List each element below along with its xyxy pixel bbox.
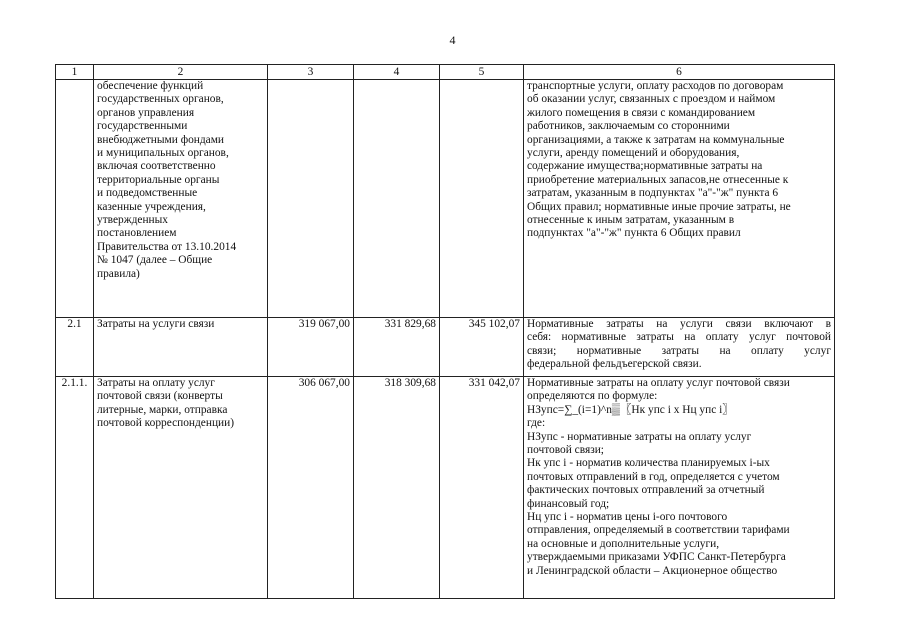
row-number-cell: 2.1: [56, 318, 94, 377]
text-line: федеральной фельдъегерской связи.: [527, 358, 702, 371]
text-line: Нормативные затраты на услуги связи включают в: [527, 318, 831, 330]
text-line: себя: нормативные затраты на оплату услуг почтовой: [527, 331, 831, 344]
value-cell-year3: 331 042,07: [440, 377, 524, 599]
text-line: услуги, аренду помещений и оборудования,: [527, 147, 740, 160]
text-line: приобретение материальных запасов,не отнесенные к: [527, 173, 789, 186]
table-row: [56, 377, 835, 599]
text-line: НЗупс=∑_(i=1)^n▒〖Нк упс i х Нц упс i〗: [527, 403, 734, 416]
row-description-cell: [524, 80, 835, 318]
header-cell: 4: [354, 65, 440, 80]
text-line: и муниципальных органов,: [97, 147, 229, 160]
text-line: и Ленинградской области – Акционерное общество: [527, 564, 778, 577]
value-cell-year1: 306 067,00: [268, 377, 354, 599]
text-line: организациями, а также к затратам на коммунальные: [527, 133, 785, 146]
text-line: казенные учреждения,: [97, 200, 206, 213]
text-line: определяются по формуле:: [527, 390, 658, 403]
text-line: отправления, определяемый в соответствии тарифами: [527, 524, 790, 537]
text-line: территориальные органы: [97, 173, 220, 186]
text-line: № 1047 (далее – Общие: [97, 254, 213, 267]
text-line: содержание имущества;нормативные затраты на: [527, 160, 763, 173]
page-number: 4: [449, 33, 456, 47]
row-name-cell: [94, 318, 268, 377]
header-cell: 2: [94, 65, 268, 80]
text-line: утверждаемыми приказами УФПС Санкт-Петербурга: [527, 551, 786, 564]
text-line: Затраты на оплату услуг: [97, 377, 215, 389]
value-cell-year3: 345 102,07: [440, 318, 524, 377]
text-line: Нормативные затраты на оплату услуг почтовой связи: [527, 377, 790, 389]
table-row: [56, 318, 835, 377]
text-line: работников, заключаемым со сторонними: [527, 120, 730, 133]
value-cell-year2: 318 309,68: [354, 377, 440, 599]
text-line: постановлением: [97, 227, 177, 240]
costs-table: [55, 64, 835, 599]
header-cell: 3: [268, 65, 354, 80]
value-cell-year1: [268, 80, 354, 318]
value-cell-year2: [354, 80, 440, 318]
text-line: подпунктах "а"-"ж" пункта 6 Общих правил: [527, 227, 741, 240]
text-line: Затраты на услуги связи: [97, 318, 215, 330]
row-number-cell: [56, 80, 94, 318]
text-line: Общих правил; нормативные иные прочие затраты, не: [527, 200, 791, 213]
text-line: НЗупс - нормативные затраты на оплату услуг: [527, 430, 752, 443]
text-line: литерные, марки, отправка: [97, 403, 228, 416]
text-line: Правительства от 13.10.2014: [97, 240, 237, 253]
text-line: Нк упс i - норматив количества планируемых i-ых: [527, 457, 770, 470]
text-line: обеспечение функций: [97, 80, 204, 92]
value-cell-year3: [440, 80, 524, 318]
text-line: почтовой связи (конверты: [97, 390, 223, 403]
text-line: почтовых отправлений в год, определяется с учетом: [527, 470, 780, 483]
text-line: фактических почтовых отправлений за отчетный: [527, 484, 765, 497]
text-line: правила): [97, 267, 140, 280]
text-line: отнесенные к иным затратам, указанным в: [527, 214, 735, 227]
header-row: [56, 65, 835, 80]
text-line: и подведомственные: [97, 187, 198, 200]
value-cell-year2: 331 829,68: [354, 318, 440, 377]
text-line: жилого помещения в связи с командированием: [527, 106, 756, 119]
row-name-cell: [94, 80, 268, 318]
row-description-cell: [524, 318, 835, 377]
text-line: об оказании услуг, связанных с проездом и наймом: [527, 93, 776, 106]
text-line: органов управления: [97, 106, 195, 119]
text-line: где:: [527, 417, 546, 430]
row-name-cell: [94, 377, 268, 599]
row-description-cell: [524, 377, 835, 599]
text-line: финансовый год;: [527, 497, 610, 510]
header-cell: 1: [56, 65, 94, 80]
text-line: связи; нормативные затраты на оплату услуг: [527, 344, 831, 357]
header-cell: 5: [440, 65, 524, 80]
value-cell-year1: 319 067,00: [268, 318, 354, 377]
text-line: государственными: [97, 120, 188, 133]
text-line: почтовой связи;: [527, 444, 604, 457]
text-line: утвержденных: [97, 214, 168, 227]
text-line: внебюджетными фондами: [97, 133, 225, 146]
text-line: включая соответственно: [97, 160, 216, 173]
text-line: почтовой корреспонденции): [97, 417, 235, 430]
header-cell: 6: [524, 65, 835, 80]
text-line: затратам, указанным в подпунктах "а"-"ж" пункта 6: [527, 187, 779, 200]
table-row: [56, 80, 835, 318]
text-line: транспортные услуги, оплату расходов по договорам: [527, 80, 784, 92]
text-line: на основные и дополнительные услуги,: [527, 537, 720, 550]
text-line: Нц упс i - норматив цены i-ого почтового: [527, 511, 728, 524]
row-number-cell: 2.1.1.: [56, 377, 94, 599]
text-line: государственных органов,: [97, 93, 224, 106]
